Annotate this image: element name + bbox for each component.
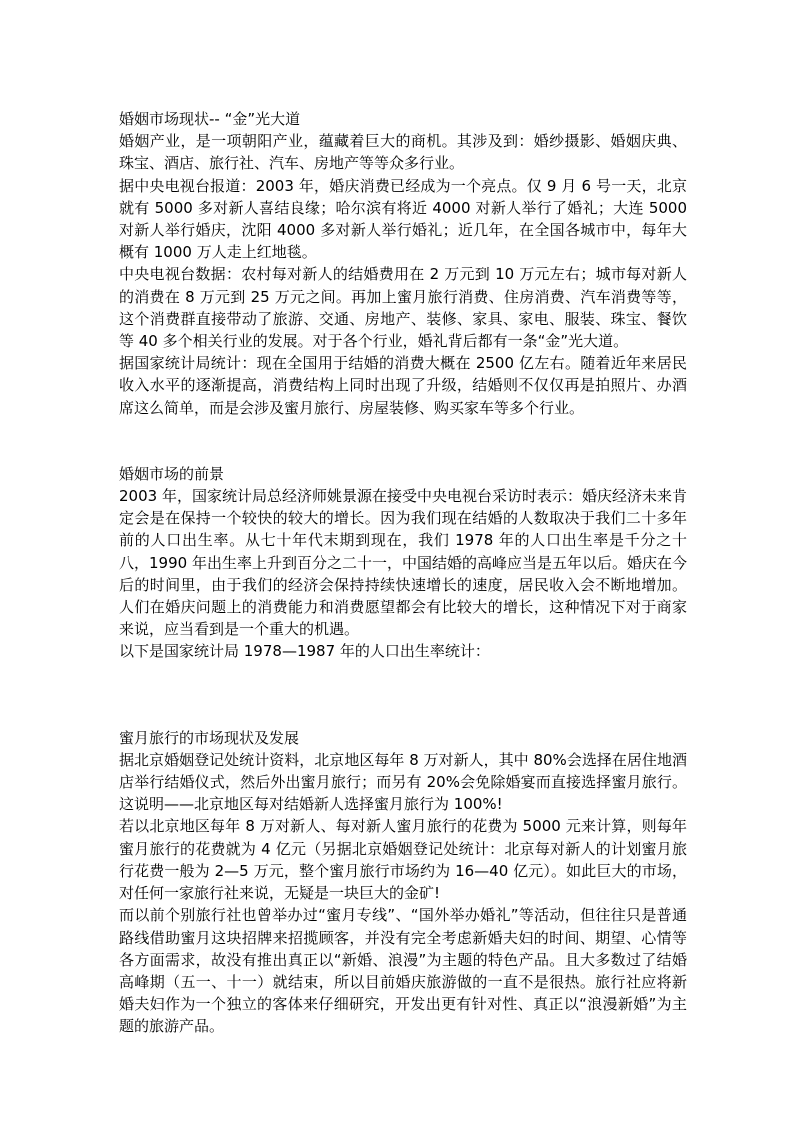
paragraph: 若以北京地区每年 8 万对新人、每对新人蜜月旅行的花费为 5000 元来计算，则每年蜜月旅行的花费就为 4 亿元（另据北京婚姻登记处统计：北京每对新人的计划蜜月旅行花费一般为 2—5 万元，整个蜜月旅行市场约为 16—40 亿元）。如此巨大的市场，对任何一家旅行社来说，无疑是一块巨大的金矿! bbox=[119, 817, 687, 903]
section-honeymoon-travel bbox=[119, 727, 687, 1038]
section-heading: 婚姻市场现状-- “金”光大道 bbox=[119, 110, 301, 128]
paragraph: 据北京婚姻登记处统计资料，北京地区每年 8 万对新人，其中 80%会选择在居住地酒店举行结婚仪式，然后外出蜜月旅行；而另有 20%会免除婚宴而直接选择蜜月旅行。这说明——北京地区每对结婚新人选择蜜月旅行为 100%! bbox=[119, 750, 687, 814]
paragraph: 以下是国家统计局 1978—1987 年的人口出生率统计： bbox=[119, 642, 490, 661]
paragraph: 2003 年，国家统计局总经济师姚景源在接受中央电视台采访时表示：婚庆经济未来肯定会是在保持一个较快的较大的增长。因为我们现在结婚的人数取决于我们二十多年前的人口出生率。从七十年代末期到现在，我们 1978 年的人口出生率是千分之十八，1990 年出生率上升到百分之二十一，中国结婚的高峰应当是五年以后。婚庆在今后的时间里，由于我们的经济会保持持续快速增长的速度，居民收入会不断地增加。人们在婚庆问题上的消费能力和消费愿望都会有比较大的增长，这种情况下对于商家来说，应当看到是一个重大的机遇。 bbox=[119, 487, 687, 639]
section-heading: 婚姻市场的前景 bbox=[119, 464, 225, 483]
section-heading: 蜜月旅行的市场现状及发展 bbox=[119, 728, 300, 747]
paragraph: 中央电视台数据：农村每对新人的结婚费用在 2 万元到 10 万元左右；城市每对新人的消费在 8 万元到 25 万元之间。再加上蜜月旅行消费、住房消费、汽车消费等等，这个消费群直接带动了旅游、交通、房地产、装修、家具、家电、服装、珠宝、餐饮等 40 多个相关行业的发展。对于各个行业，婚礼背后都有一条“金”光大道。 bbox=[119, 265, 687, 351]
section-spacer bbox=[119, 419, 687, 463]
paragraph: 而以前个别旅行社也曾举办过“蜜月专线”、“国外举办婚礼”等活动，但往往只是普通路线借助蜜月这块招牌来招揽顾客，并没有完全考虑新婚夫妇的时间、期望、心情等各方面需求，故没有推出真正以“新婚、浪漫”为主题的特色产品。且大多数过了结婚高峰期（五一、十一）就结束，所以目前婚庆旅游做的一直不是很热。旅行社应将新婚夫妇作为一个独立的客体来仔细研究，开发出更有针对性、真正以“浪漫新婚”为主题的旅游产品。 bbox=[119, 906, 687, 1036]
section-spacer bbox=[119, 663, 687, 727]
paragraph: 据中央电视台报道：2003 年，婚庆消费已经成为一个亮点。仅 9 月 6 号一天，北京就有 5000 多对新人喜结良缘；哈尔滨有将近 4000 对新人举行了婚礼；大连 5000 对新人举行婚庆，沈阳 4000 多对新人举行婚礼；近几年，在全国各城市中，每年大概有 1000 万人走上红地毯。 bbox=[119, 176, 687, 262]
document-page bbox=[119, 108, 687, 1038]
section-market-status bbox=[119, 108, 687, 419]
paragraph: 婚姻产业，是一项朝阳产业，蕴藏着巨大的商机。其涉及到：婚纱摄影、婚姻庆典、珠宝、酒店、旅行社、汽车、房地产等等众多行业。 bbox=[119, 132, 687, 173]
section-market-prospect bbox=[119, 463, 687, 663]
paragraph: 据国家统计局统计：现在全国用于结婚的消费大概在 2500 亿左右。随着近年来居民收入水平的逐渐提高，消费结构上同时出现了升级，结婚则不仅仅再是拍照片、办酒席这么简单，而是会涉及蜜月旅行、房屋装修、购买家车等多个行业。 bbox=[119, 354, 687, 417]
